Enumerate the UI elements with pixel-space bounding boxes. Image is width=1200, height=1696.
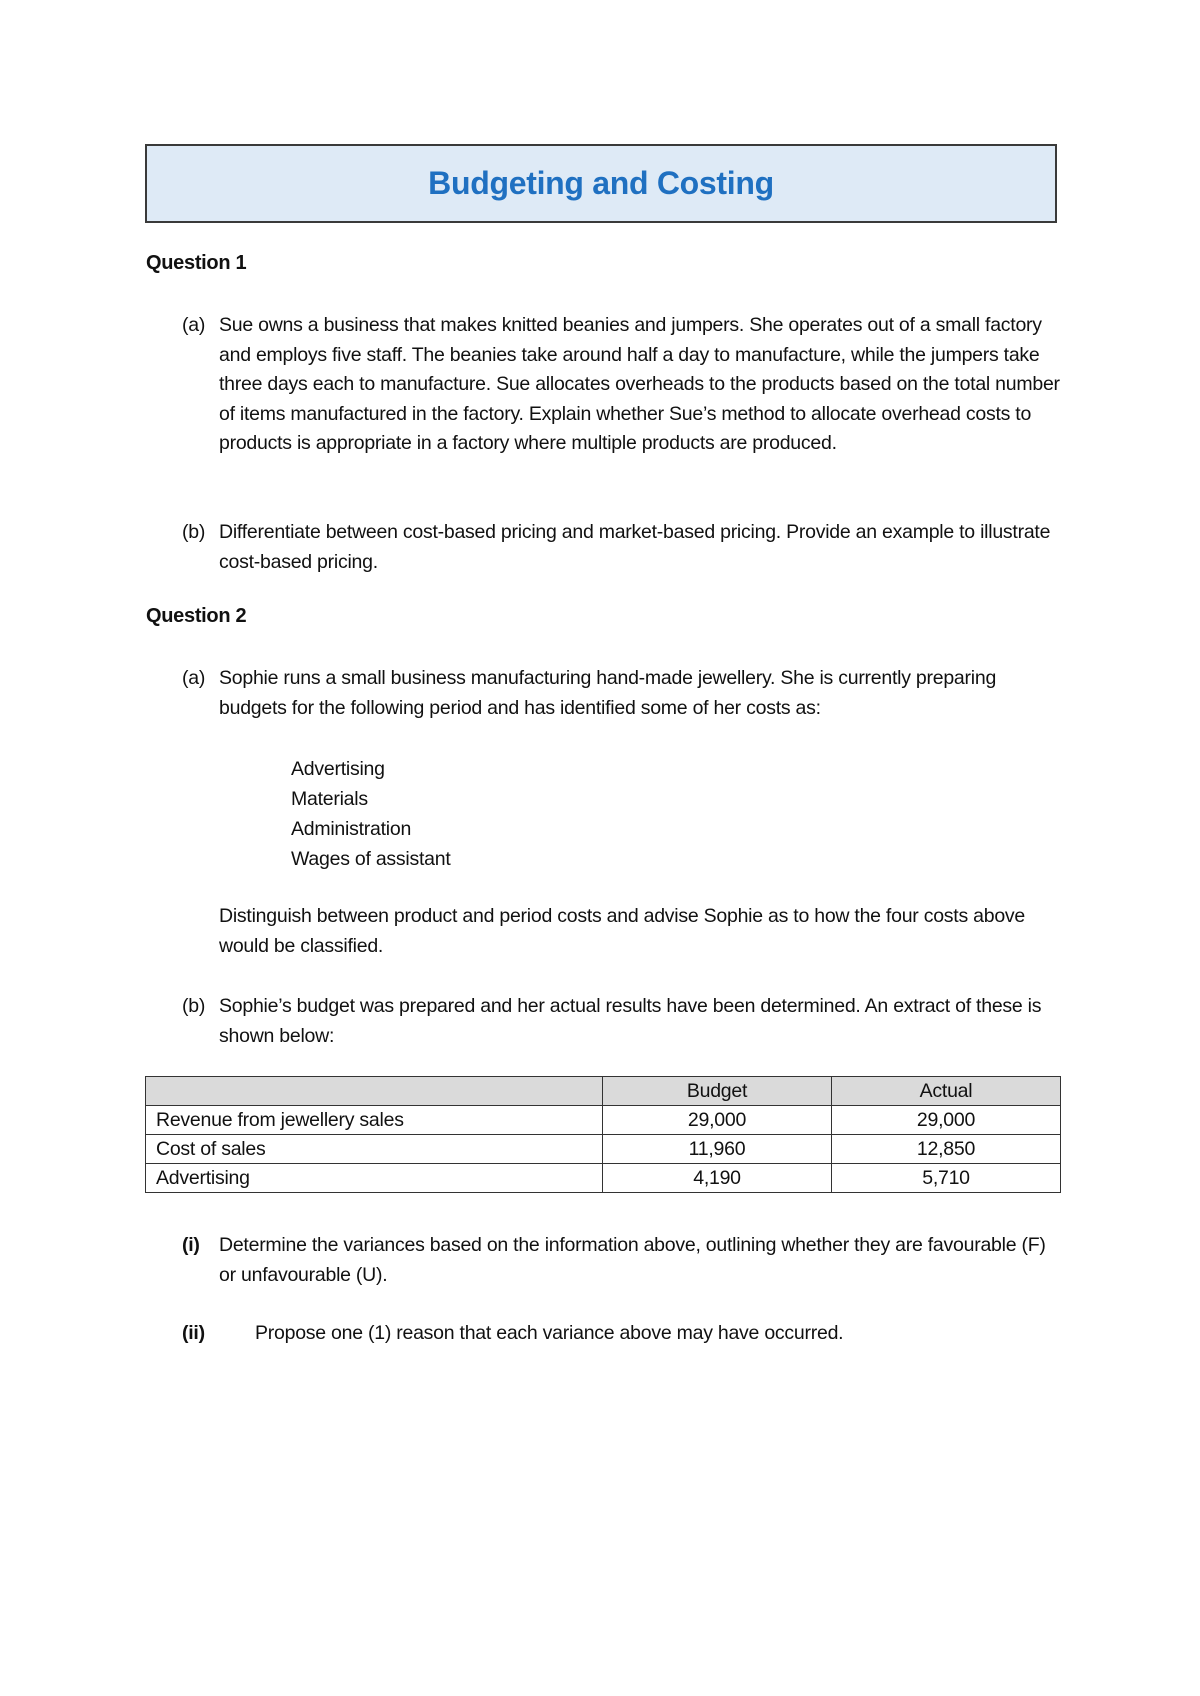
budget-value: 11,960 bbox=[603, 1135, 832, 1164]
cost-item: Materials bbox=[291, 788, 368, 810]
table-row bbox=[146, 1164, 1061, 1193]
question-1a bbox=[182, 311, 1062, 459]
table-row bbox=[146, 1135, 1061, 1164]
cost-list bbox=[291, 754, 451, 874]
subpart-label: (ii) bbox=[182, 1322, 205, 1344]
question-2a-instruction: Distinguish between product and period costs and advise Sophie as to how the four costs above would be classified. bbox=[219, 905, 1026, 957]
part-text: Sue owns a business that makes knitted beanies and jumpers. She operates out of a small factory and employs five staff. The beanies take around half a day to manufacture, while the jumpers take three days each to manufacture. Sue allocates overheads to the products based on the total number of items manufactured in the factory. Explain whether Sue’s method to allocate overhead costs to products is appropriate in a factory where multiple products are produced. bbox=[219, 314, 1060, 454]
budget-value: 29,000 bbox=[603, 1106, 832, 1135]
actual-value: 29,000 bbox=[832, 1106, 1061, 1135]
actual-value: 12,850 bbox=[832, 1135, 1061, 1164]
document-title: Budgeting and Costing bbox=[428, 165, 774, 201]
subpart-text: Propose one (1) reason that each variance above may have occurred. bbox=[255, 1322, 844, 1344]
table-header-actual: Actual bbox=[832, 1077, 1061, 1106]
question-2b bbox=[182, 992, 1062, 1051]
row-label: Revenue from jewellery sales bbox=[146, 1106, 603, 1135]
question-1b bbox=[182, 518, 1062, 577]
part-label: (a) bbox=[182, 667, 206, 689]
row-label: Advertising bbox=[146, 1164, 603, 1193]
table-header-budget: Budget bbox=[603, 1077, 832, 1106]
actual-value: 5,710 bbox=[832, 1164, 1061, 1193]
cost-item: Wages of assistant bbox=[291, 848, 451, 870]
cost-item: Advertising bbox=[291, 758, 385, 780]
table-row bbox=[146, 1106, 1061, 1135]
subpart-label: (i) bbox=[182, 1234, 200, 1256]
part-text: Sophie’s budget was prepared and her actual results have been determined. An extract of these is shown below: bbox=[219, 995, 1042, 1047]
question-2a bbox=[182, 664, 1062, 723]
part-text: Differentiate between cost-based pricing and market-based pricing. Provide an example to illustrate cost-based pricing. bbox=[219, 521, 1051, 573]
subpart-text: Determine the variances based on the information above, outlining whether they are favourable (F) or unfavourable (U). bbox=[219, 1234, 1046, 1286]
cost-item: Administration bbox=[291, 818, 412, 840]
budget-value: 4,190 bbox=[603, 1164, 832, 1193]
table-header-row bbox=[146, 1077, 1061, 1106]
table-header-cell bbox=[146, 1077, 603, 1106]
question-2-heading: Question 2 bbox=[146, 605, 247, 627]
budget-actual-table bbox=[145, 1076, 1061, 1193]
part-label: (a) bbox=[182, 314, 206, 336]
question-1-heading: Question 1 bbox=[146, 252, 247, 274]
question-2b-i bbox=[182, 1231, 1062, 1290]
row-label: Cost of sales bbox=[146, 1135, 603, 1164]
question-2b-ii bbox=[182, 1319, 1062, 1349]
part-label: (b) bbox=[182, 995, 206, 1017]
title-banner bbox=[145, 144, 1057, 223]
part-text: Sophie runs a small business manufacturing hand-made jewellery. She is currently preparing budgets for the following period and has identified some of her costs as: bbox=[219, 667, 997, 719]
part-label: (b) bbox=[182, 521, 206, 543]
